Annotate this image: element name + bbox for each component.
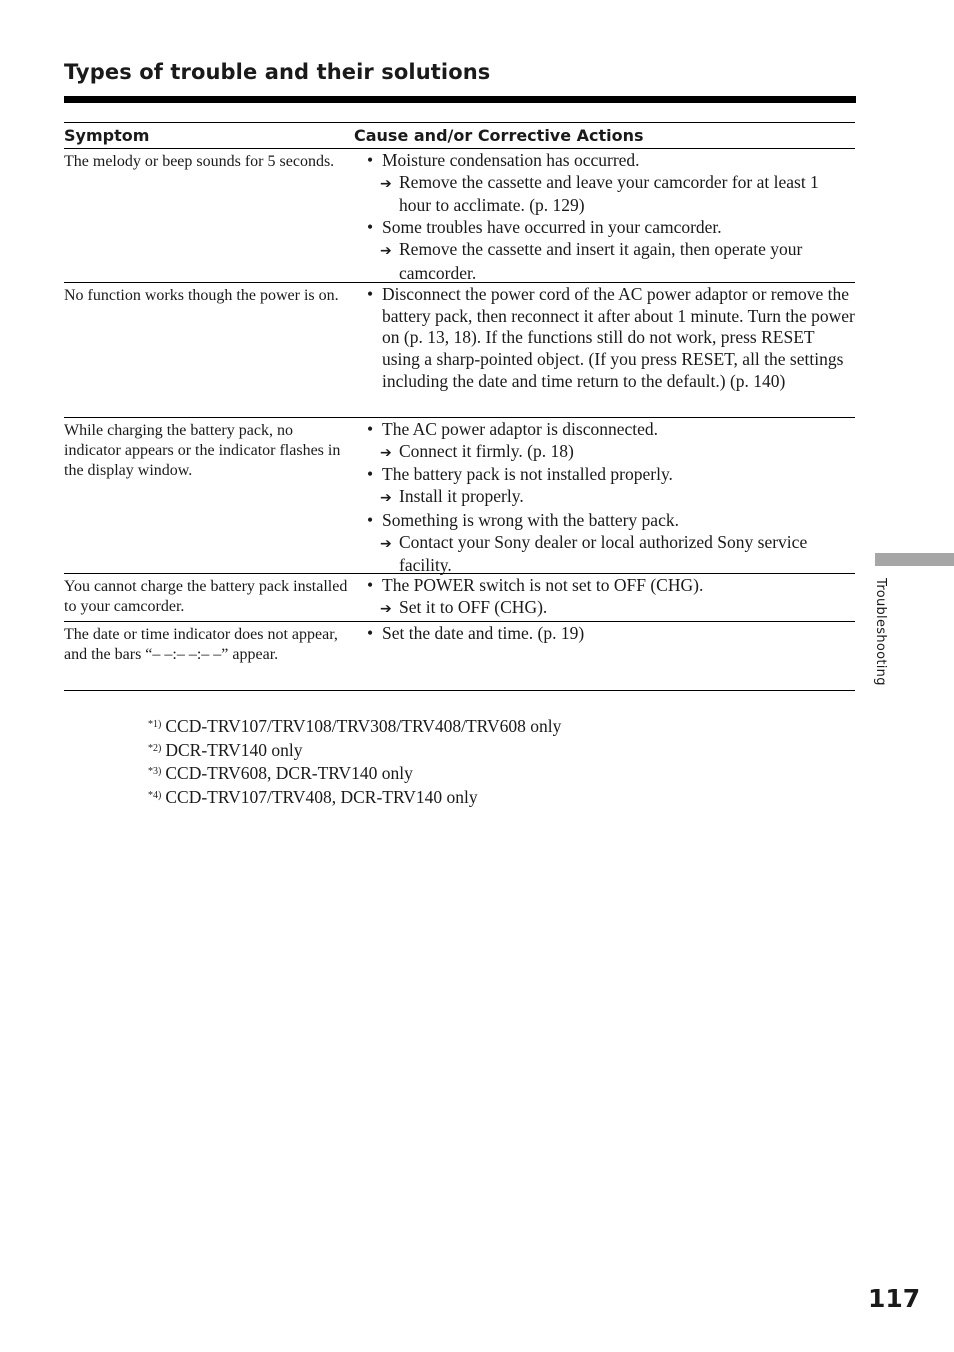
corrective-action <box>364 486 855 510</box>
cause-cell <box>354 574 855 621</box>
bullet-text: The POWER switch is not set to OFF (CHG). <box>382 575 704 595</box>
cause-cell <box>354 283 855 417</box>
bullet-icon: • <box>367 217 374 238</box>
corrective-action <box>364 441 855 465</box>
section-tab <box>875 553 954 566</box>
bullet-icon: • <box>367 464 374 485</box>
action-text: Connect it firmly. (p. 18) <box>399 440 574 461</box>
footnote <box>148 785 561 809</box>
cause-bullet <box>364 284 855 393</box>
cause-bullet <box>364 217 855 239</box>
footnote-mark: *2) <box>148 742 162 754</box>
footnote-text: DCR-TRV140 only <box>165 739 303 760</box>
corrective-action <box>364 597 855 621</box>
corrective-action <box>364 239 855 284</box>
section-label: Troubleshooting <box>873 578 888 686</box>
symptom-cell: No function works though the power is on. <box>64 287 339 304</box>
title-rule <box>64 96 856 103</box>
footnote-mark: *4) <box>148 789 162 801</box>
cause-bullet <box>364 150 855 172</box>
bullet-icon: • <box>367 623 374 643</box>
bullet-text: Disconnect the power cord of the AC power adaptor or remove the battery pack, then reconnect it after about 1 minute. Turn the power on (p. 13, 18). If the functions still do not work, press RESET using a sharp-pointed object. (If you press RESET, all the settings including the date and time return to the default.) (p. 140) <box>382 284 855 391</box>
cause-bullet <box>364 464 855 486</box>
arrow-icon: ➔ <box>380 600 392 617</box>
cause-cell <box>354 149 855 282</box>
cause-cell <box>354 622 855 690</box>
bullet-icon: • <box>367 575 374 595</box>
footnote-text: CCD-TRV107/TRV408, DCR-TRV140 only <box>165 786 478 807</box>
footnote-text: CCD-TRV608, DCR-TRV140 only <box>165 763 413 783</box>
cause-bullet <box>364 623 855 645</box>
bullet-icon: • <box>367 150 374 170</box>
page-number: 117 <box>868 1284 921 1313</box>
cause-bullet <box>364 419 855 441</box>
corrective-action <box>364 532 855 577</box>
cause-bullet <box>364 510 855 532</box>
bullet-text: The battery pack is not installed properly. <box>382 464 673 485</box>
footnotes <box>148 714 561 808</box>
action-text: Contact your Sony dealer or local authorized Sony service facility. <box>399 531 808 576</box>
footnote-text: CCD-TRV107/TRV108/TRV308/TRV408/TRV608 only <box>165 716 562 736</box>
arrow-icon: ➔ <box>380 535 392 552</box>
bullet-icon: • <box>367 509 374 530</box>
footnote-mark: *3) <box>148 766 162 777</box>
bullet-icon: • <box>367 419 374 439</box>
table-row <box>64 574 855 622</box>
action-text: Set it to OFF (CHG). <box>399 596 548 617</box>
table-row <box>64 149 855 283</box>
action-text: Remove the cassette and insert it again, then operate your camcorder. <box>399 238 803 283</box>
footnote <box>148 714 561 738</box>
cause-cell <box>354 418 855 576</box>
table-row <box>64 418 855 574</box>
corrective-action <box>364 172 855 217</box>
table-header <box>64 123 855 149</box>
bullet-icon: • <box>367 284 374 304</box>
symptom-cell: The melody or beep sounds for 5 seconds. <box>64 153 335 170</box>
cause-bullet <box>364 575 855 597</box>
action-text: Remove the cassette and leave your camcorder for at least 1 hour to acclimate. (p. 129) <box>399 171 819 216</box>
table-row <box>64 283 855 418</box>
trouble-table <box>64 122 855 691</box>
arrow-icon: ➔ <box>380 242 392 259</box>
bullet-text: The AC power adaptor is disconnected. <box>382 419 659 439</box>
symptom-cell: The date or time indicator does not appear, and the bars “– –:– –:– –” appear. <box>64 626 338 663</box>
header-symptom: Symptom <box>64 126 150 145</box>
arrow-icon: ➔ <box>380 175 392 192</box>
bullet-text: Something is wrong with the battery pack. <box>382 509 679 530</box>
arrow-icon: ➔ <box>380 490 392 507</box>
bullet-text: Moisture condensation has occurred. <box>382 150 640 170</box>
table-row <box>64 622 855 691</box>
action-text: Install it properly. <box>399 486 524 507</box>
arrow-icon: ➔ <box>380 444 392 461</box>
footnote <box>148 738 561 762</box>
footnote <box>148 761 561 785</box>
header-cause: Cause and/or Corrective Actions <box>354 126 644 145</box>
page-title: Types of trouble and their solutions <box>64 60 491 84</box>
symptom-cell: You cannot charge the battery pack installed to your camcorder. <box>64 578 348 615</box>
footnote-mark: *1) <box>148 719 162 730</box>
symptom-cell: While charging the battery pack, no indicator appears or the indicator flashes in the display window. <box>64 422 341 479</box>
bullet-text: Set the date and time. (p. 19) <box>382 623 585 643</box>
bullet-text: Some troubles have occurred in your camcorder. <box>382 217 722 238</box>
